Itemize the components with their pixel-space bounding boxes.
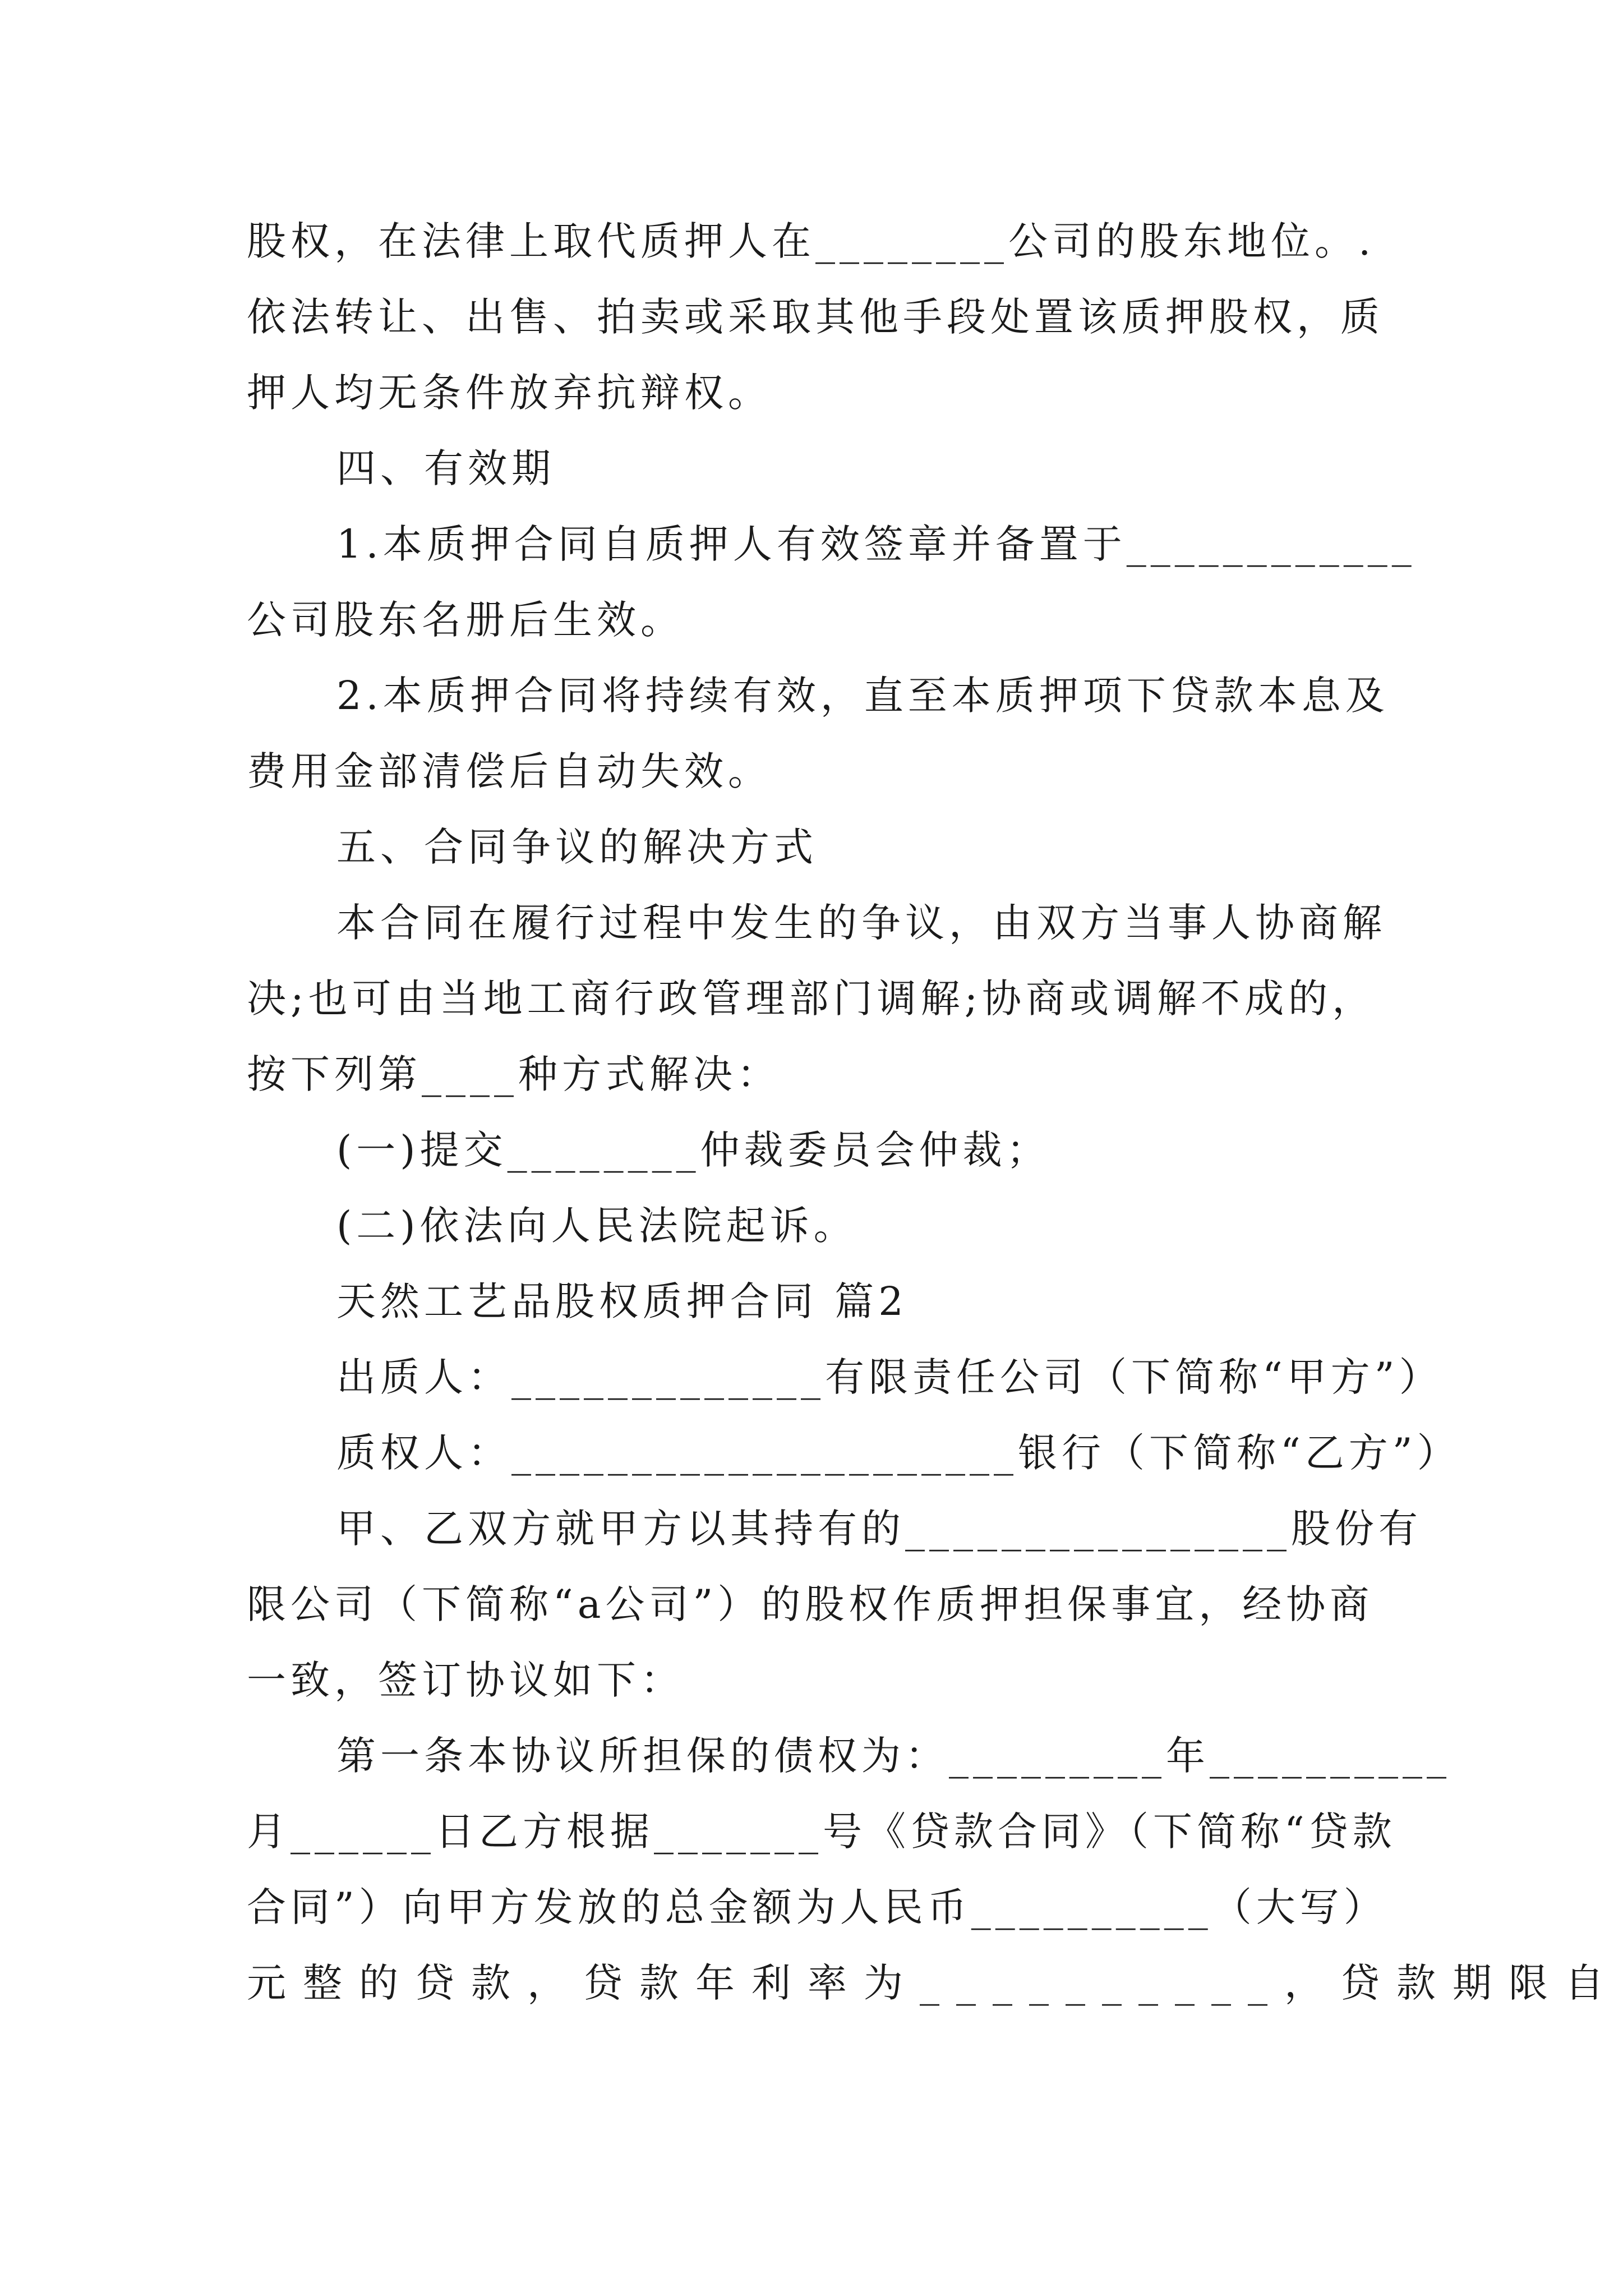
paragraph-line: 限公司（下简称“a公司”）的股权作质押担保事宜，经协商 bbox=[247, 1581, 1374, 1627]
list-item: (一)提交________仲裁委员会仲裁； bbox=[336, 1127, 1050, 1173]
paragraph-line: 第一条本协议所担保的债权为：_________年__________ bbox=[336, 1733, 1451, 1779]
section-heading: 五、合同争议的解决方式 bbox=[336, 824, 818, 870]
paragraph-line: 公司股东名册后生效。 bbox=[247, 597, 684, 643]
paragraph-line: 决;也可由当地工商行政管理部门调解;协商或调解不成的， bbox=[247, 976, 1376, 1022]
paragraph-line: 本合同在履行过程中发生的争议，由双方当事人协商解 bbox=[336, 900, 1386, 946]
paragraph-line: 元整的贷款，贷款年利率为__________，贷款期限自 bbox=[247, 1960, 1621, 2006]
paragraph-line: 按下列第____种方式解决： bbox=[247, 1051, 781, 1097]
paragraph-line: 依法转让、出售、拍卖或采取其他手段处置该质押股权，质 bbox=[247, 294, 1384, 340]
paragraph-line: 1.本质押合同自质押人有效签章并备置于____________ bbox=[336, 521, 1416, 567]
paragraph-line: 一致，签订协议如下： bbox=[247, 1657, 684, 1703]
paragraph-line: 押人均无条件放弃抗辩权。 bbox=[247, 370, 772, 416]
document-title: 天然工艺品股权质押合同 篇2 bbox=[336, 1278, 908, 1324]
paragraph-line: 费用金部清偿后自动失效。 bbox=[247, 748, 772, 794]
paragraph-line: 股权，在法律上取代质押人在________公司的股东地位。. bbox=[247, 218, 1376, 264]
pledgor-line: 出质人：_____________有限责任公司（下简称“甲方”） bbox=[336, 1354, 1443, 1400]
pledgee-line: 质权人：_____________________银行（下简称“乙方”） bbox=[336, 1430, 1461, 1476]
paragraph-line: 甲、乙双方就甲方以其持有的________________股份有 bbox=[336, 1506, 1422, 1552]
paragraph-line: 月______日乙方根据_______号《贷款合同》（下简称“贷款 bbox=[247, 1809, 1396, 1855]
paragraph-line: 2.本质押合同将持续有效，直至本质押项下贷款本息及 bbox=[336, 673, 1389, 719]
paragraph-line: 合同”）向甲方发放的总金额为人民币__________（大写） bbox=[247, 1884, 1387, 1930]
list-item: (二)依法向人民法院起诉。 bbox=[336, 1203, 857, 1249]
section-heading: 四、有效期 bbox=[336, 445, 555, 491]
